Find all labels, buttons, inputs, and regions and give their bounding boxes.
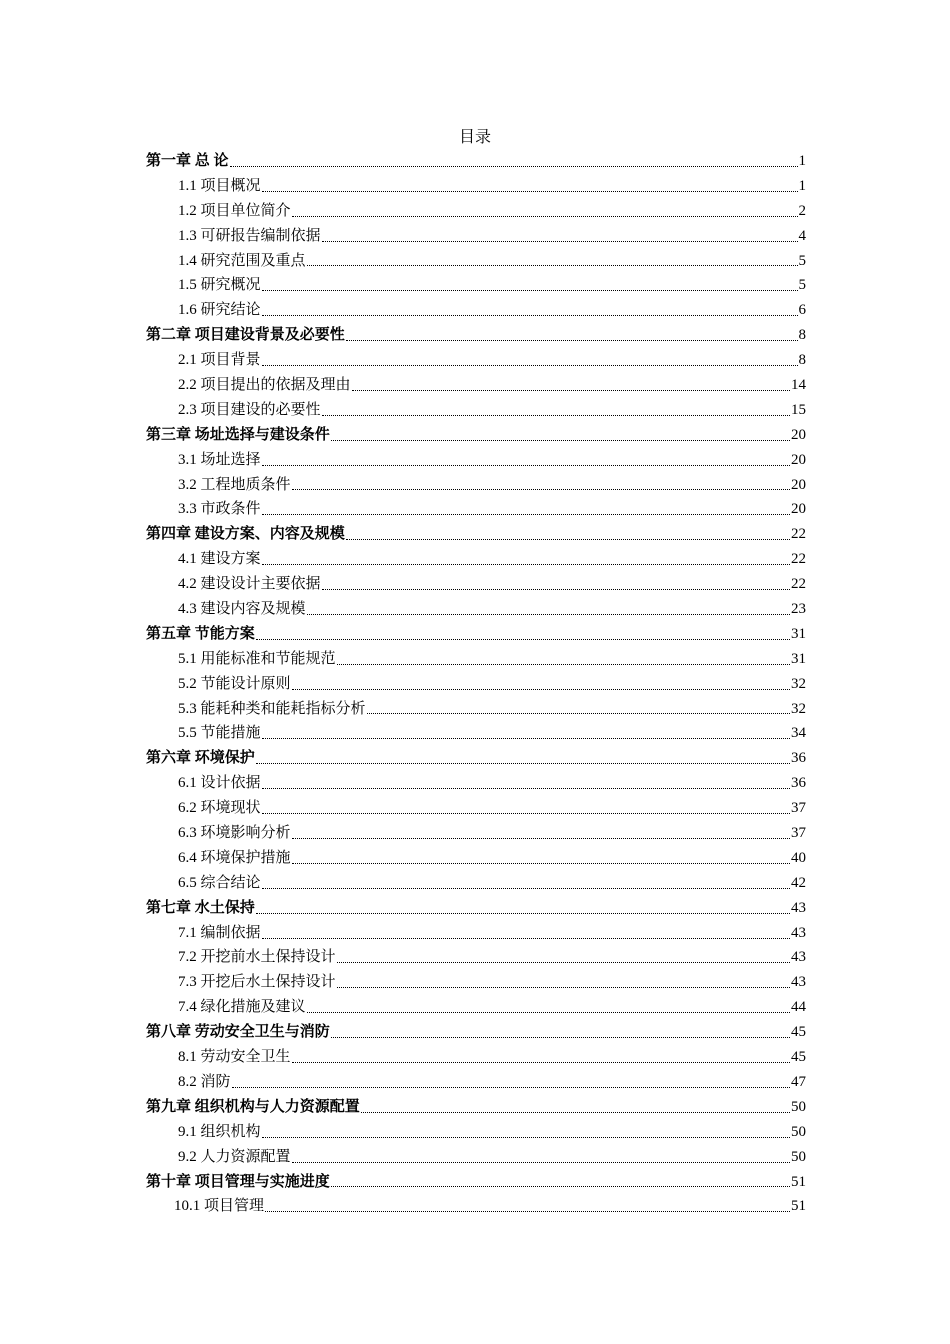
toc-dot-leader [366,697,791,722]
toc-entry-text: 第三章 场址选择与建设条件 [146,426,330,443]
toc-dot-leader [261,348,799,373]
toc-entry-text: 6.3 环境影响分析 [178,825,291,842]
toc-dot-leader [261,871,791,896]
toc-page-number: 45 [791,1049,806,1066]
toc-entry-text: 9.1 组织机构 [178,1123,261,1140]
toc-section-entry[interactable] [146,721,806,746]
toc-dot-leader [255,746,791,771]
toc-dot-leader [306,597,791,622]
toc-section-entry[interactable] [146,298,806,323]
toc-dot-leader [321,398,791,423]
toc-chapter-entry[interactable] [146,746,806,771]
toc-page-number: 22 [791,551,806,568]
toc-entry-text: 6.5 综合结论 [178,874,261,891]
toc-entry-text: 第九章 组织机构与人力资源配置 [146,1098,360,1115]
toc-page-number: 2 [798,202,806,219]
toc-page-number: 8 [798,327,806,344]
toc-page-number: 4 [798,227,806,244]
toc-dot-leader [291,846,791,871]
toc-page-number: 32 [791,700,806,717]
toc-page-number: 51 [791,1173,806,1190]
toc-dot-leader [306,995,791,1020]
toc-entry-text: 5.2 节能设计原则 [178,675,291,692]
toc-section-entry[interactable] [146,672,806,697]
toc-entry-text: 2.2 项目提出的依据及理由 [178,377,351,393]
toc-dot-leader [261,771,791,796]
toc-dot-leader [306,249,799,274]
toc-entry-text: 6.4 环境保护措施 [178,849,291,866]
toc-dot-leader [291,1145,791,1170]
toc-dot-leader [291,1045,791,1070]
toc-section-entry[interactable] [146,647,806,672]
toc-page-number: 20 [791,501,806,518]
toc-entry-text: 6.1 设计依据 [178,775,261,792]
toc-dot-leader [330,423,791,448]
toc-page-number: 22 [791,526,806,543]
toc-section-entry[interactable] [146,821,806,846]
toc-chapter-entry[interactable] [146,896,806,921]
toc-section-entry[interactable] [146,871,806,896]
toc-dot-leader [261,721,791,746]
toc-dot-leader [351,373,791,398]
toc-section-entry[interactable] [146,224,806,249]
toc-dot-leader [330,1170,791,1195]
toc-dot-leader [336,647,791,672]
toc-dot-leader [321,224,799,249]
toc-section-entry[interactable] [146,398,806,423]
toc-section-entry[interactable] [146,572,806,597]
toc-dot-leader [261,273,799,298]
toc-list [146,149,806,1219]
toc-entry-text: 7.2 开挖前水土保持设计 [178,949,336,966]
toc-page-number: 47 [791,1073,806,1090]
toc-entry-text: 7.4 绿化措施及建议 [178,999,306,1016]
toc-dot-leader [321,572,791,597]
toc-page-number: 36 [791,775,806,792]
toc-section-entry[interactable] [146,771,806,796]
toc-entry-text: 2.3 项目建设的必要性 [178,401,321,418]
toc-page-number: 22 [791,576,806,593]
toc-entry-text: 1.2 项目单位简介 [178,202,291,219]
toc-page-number: 36 [791,750,806,767]
toc-entry-text: 1.4 研究范围及重点 [178,252,306,269]
toc-section-entry[interactable] [146,697,806,722]
toc-page-number: 43 [791,924,806,941]
toc-entry-text: 5.5 节能措施 [178,725,261,742]
toc-entry-text: 6.2 环境现状 [178,800,261,817]
toc-section-entry[interactable] [146,1045,806,1070]
toc-entry-text: 5.1 用能标准和节能规范 [178,650,336,667]
toc-chapter-entry[interactable] [146,1170,806,1195]
toc-entry-text: 3.1 场址选择 [178,451,261,468]
toc-entry-text: 1.1 项目概况 [178,177,261,194]
toc-page-number: 5 [798,277,806,294]
toc-section-entry[interactable] [146,273,806,298]
toc-page-number: 31 [791,625,806,642]
toc-page-number: 23 [791,601,806,618]
toc-section-entry[interactable] [146,473,806,498]
toc-dot-leader [261,448,791,473]
toc-dot-leader [336,946,791,971]
toc-dot-leader [261,298,799,323]
toc-section-entry[interactable] [146,995,806,1020]
toc-section-entry[interactable] [146,921,806,946]
toc-entry-text: 5.3 能耗种类和能耗指标分析 [178,700,366,717]
toc-dot-leader [345,323,799,348]
toc-dot-leader [345,522,791,547]
toc-dot-leader [261,921,791,946]
toc-entry-text: 4.2 建设设计主要依据 [178,576,321,593]
toc-section-entry[interactable] [146,597,806,622]
toc-dot-leader [255,622,791,647]
toc-chapter-entry[interactable] [146,522,806,547]
toc-entry-text: 2.1 项目背景 [178,352,261,369]
toc-dot-leader [291,473,791,498]
toc-page-number: 8 [798,352,806,369]
toc-page-number: 43 [791,899,806,916]
toc-dot-leader [261,1120,791,1145]
toc-entry-text: 第十章 项目管理与实施进度 [146,1173,330,1190]
toc-dot-leader [291,199,799,224]
toc-entry-text: 8.2 消防 [178,1073,231,1090]
toc-chapter-entry[interactable] [146,323,806,348]
toc-section-entry[interactable] [146,1194,806,1219]
toc-section-entry[interactable] [146,174,806,199]
toc-page-number: 14 [791,377,806,393]
toc-entry-text: 第六章 环境保护 [146,750,255,767]
toc-entry-text: 4.3 建设内容及规模 [178,601,306,618]
toc-page-number: 15 [791,401,806,418]
toc-page-number: 34 [791,725,806,742]
toc-page-number: 50 [791,1148,806,1165]
toc-page-number: 51 [791,1198,806,1215]
toc-entry-text: 3.2 工程地质条件 [178,476,291,493]
toc-page-number: 6 [798,302,806,319]
toc-dot-leader [330,1020,791,1045]
toc-section-entry[interactable] [146,970,806,995]
toc-entry-text: 第八章 劳动安全卫生与消防 [146,1024,330,1041]
toc-section-entry[interactable] [146,448,806,473]
toc-page-number: 44 [791,999,806,1016]
toc-page-number: 1 [798,152,806,169]
toc-chapter-entry[interactable] [146,622,806,647]
toc-page-number: 20 [791,476,806,493]
toc-dot-leader [261,796,791,821]
toc-page-number: 32 [791,675,806,692]
toc-entry-text: 4.1 建设方案 [178,551,261,568]
toc-chapter-entry[interactable] [146,423,806,448]
toc-dot-leader [261,547,791,572]
toc-page-number: 50 [791,1098,806,1115]
toc-dot-leader [261,497,791,522]
toc-entry-text: 7.1 编制依据 [178,924,261,941]
toc-dot-leader [231,1070,791,1095]
toc-chapter-entry[interactable] [146,1020,806,1045]
toc-entry-text: 第二章 项目建设背景及必要性 [146,327,345,344]
toc-dot-leader [291,672,791,697]
toc-section-entry[interactable] [146,348,806,373]
toc-entry-text: 第一章 总 论 [146,152,229,169]
toc-dot-leader [291,821,791,846]
toc-page-number: 43 [791,949,806,966]
toc-section-entry[interactable] [146,373,806,398]
toc-section-entry[interactable] [146,846,806,871]
toc-entry-text: 3.3 市政条件 [178,501,261,518]
toc-page-number: 42 [791,874,806,891]
toc-page-number: 40 [791,849,806,866]
toc-entry-text: 8.1 劳动安全卫生 [178,1049,291,1066]
toc-section-entry[interactable] [146,1070,806,1095]
toc-page-number: 37 [791,800,806,817]
toc-entry-text: 7.3 开挖后水土保持设计 [178,974,336,991]
toc-dot-leader [360,1095,791,1120]
toc-dot-leader [255,896,791,921]
toc-page-number: 31 [791,650,806,667]
toc-page-number: 20 [791,426,806,443]
toc-section-entry[interactable] [146,199,806,224]
toc-entry-text: 第四章 建设方案、内容及规模 [146,526,345,543]
toc-section-entry[interactable] [146,1120,806,1145]
toc-page-number: 1 [798,177,806,194]
toc-title: 目录 [458,129,491,146]
toc-entry-text: 9.2 人力资源配置 [178,1148,291,1165]
toc-dot-leader [264,1194,791,1219]
toc-entry-text: 第五章 节能方案 [146,625,255,642]
toc-entry-text: 10.1 项目管理 [174,1198,265,1215]
toc-entry-text: 1.6 研究结论 [178,302,261,319]
toc-section-entry[interactable] [146,249,806,274]
toc-page-number: 20 [791,451,806,468]
toc-section-entry[interactable] [146,547,806,572]
toc-section-entry[interactable] [146,1145,806,1170]
toc-page-number: 37 [791,825,806,842]
toc-entry-text: 1.3 可研报告编制依据 [178,227,321,244]
toc-dot-leader [336,970,791,995]
toc-section-entry[interactable] [146,497,806,522]
toc-dot-leader [229,149,799,174]
toc-chapter-entry[interactable] [146,1095,806,1120]
toc-page-number: 45 [791,1024,806,1041]
toc-section-entry[interactable] [146,796,806,821]
toc-dot-leader [261,174,799,199]
toc-page-number: 5 [798,252,806,269]
toc-page-number: 43 [791,974,806,991]
toc-section-entry[interactable] [146,946,806,971]
toc-entry-text: 1.5 研究概况 [178,277,261,294]
toc-entry-text: 第七章 水土保持 [146,899,255,916]
toc-chapter-entry[interactable] [146,149,806,174]
toc-page-number: 50 [791,1123,806,1140]
